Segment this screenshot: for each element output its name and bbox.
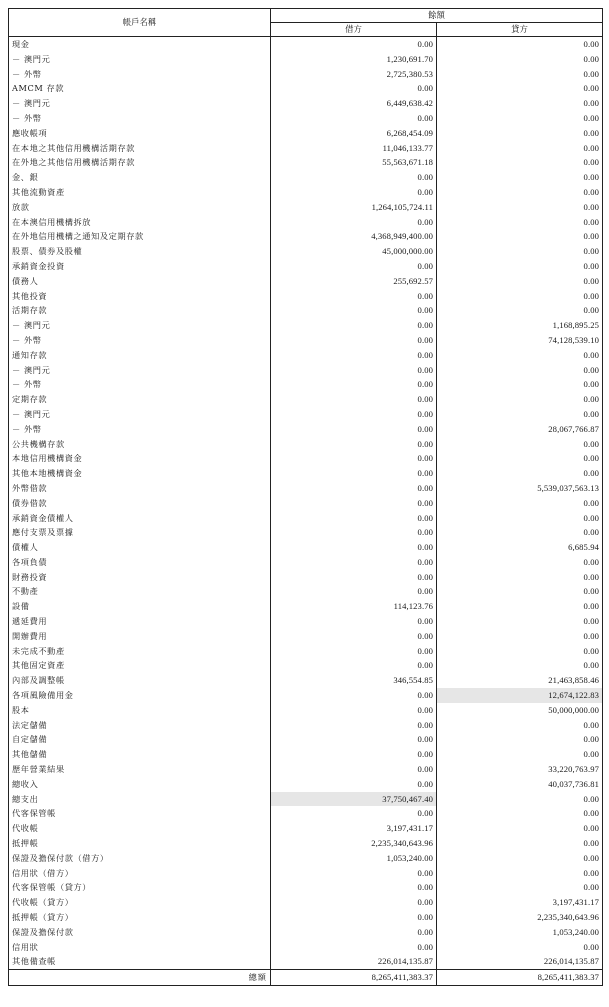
debit-cell: 0.00 — [271, 940, 437, 955]
debit-cell: 0.00 — [271, 303, 437, 318]
table-row — [9, 525, 603, 540]
header-credit: 貸方 — [437, 23, 603, 37]
credit-cell: 0.00 — [437, 658, 603, 673]
account-name-cell: 遞延費用 — [9, 614, 271, 629]
debit-cell: 55,563,671.18 — [271, 155, 437, 170]
table-row — [9, 333, 603, 348]
debit-cell: 0.00 — [271, 496, 437, 511]
debit-cell: 114,123.76 — [271, 599, 437, 614]
debit-cell: 0.00 — [271, 688, 437, 703]
table-row — [9, 599, 603, 614]
table-row — [9, 244, 603, 259]
debit-cell: 0.00 — [271, 540, 437, 555]
table-row — [9, 629, 603, 644]
debit-cell: 0.00 — [271, 718, 437, 733]
debit-cell: 0.00 — [271, 215, 437, 230]
debit-cell: 0.00 — [271, 910, 437, 925]
account-name-cell: － 外幣 — [9, 333, 271, 348]
debit-cell: 1,053,240.00 — [271, 851, 437, 866]
credit-cell: 0.00 — [437, 170, 603, 185]
table-row — [9, 821, 603, 836]
table-row — [9, 81, 603, 96]
credit-cell: 226,014,135.87 — [437, 954, 603, 969]
debit-cell: 0.00 — [271, 422, 437, 437]
credit-cell: 0.00 — [437, 215, 603, 230]
table-row — [9, 762, 603, 777]
account-name-cell: － 外幣 — [9, 377, 271, 392]
credit-cell: 3,197,431.17 — [437, 895, 603, 910]
debit-cell: 0.00 — [271, 525, 437, 540]
credit-cell: 0.00 — [437, 747, 603, 762]
account-name-cell: 債券借款 — [9, 496, 271, 511]
table-row — [9, 703, 603, 718]
account-name-cell: 應付支票及票據 — [9, 525, 271, 540]
account-name-cell: － 外幣 — [9, 422, 271, 437]
account-name-cell: 其他本地機構資金 — [9, 466, 271, 481]
account-name-cell: 放款 — [9, 200, 271, 215]
debit-cell: 346,554.85 — [271, 673, 437, 688]
credit-cell: 0.00 — [437, 244, 603, 259]
credit-cell: 0.00 — [437, 570, 603, 585]
account-name-cell: 定期存款 — [9, 392, 271, 407]
debit-cell: 0.00 — [271, 392, 437, 407]
debit-cell: 1,264,105,724.11 — [271, 200, 437, 215]
table-row — [9, 289, 603, 304]
table-row — [9, 422, 603, 437]
table-row — [9, 141, 603, 156]
debit-cell: 45,000,000.00 — [271, 244, 437, 259]
debit-cell: 0.00 — [271, 880, 437, 895]
account-name-cell: － 澳門元 — [9, 318, 271, 333]
account-name-cell: 法定儲備 — [9, 718, 271, 733]
credit-cell: 0.00 — [437, 37, 603, 52]
table-row — [9, 851, 603, 866]
debit-cell: 0.00 — [271, 111, 437, 126]
table-row — [9, 836, 603, 851]
table-row — [9, 67, 603, 82]
table-row — [9, 481, 603, 496]
credit-cell: 0.00 — [437, 303, 603, 318]
credit-cell: 0.00 — [437, 555, 603, 570]
credit-cell: 0.00 — [437, 81, 603, 96]
credit-cell: 0.00 — [437, 126, 603, 141]
credit-cell: 5,539,037,563.13 — [437, 481, 603, 496]
account-name-cell: － 外幣 — [9, 67, 271, 82]
debit-cell: 0.00 — [271, 437, 437, 452]
debit-cell: 0.00 — [271, 37, 437, 52]
credit-cell: 0.00 — [437, 525, 603, 540]
account-name-cell: 本地信用機構資金 — [9, 451, 271, 466]
table-row — [9, 52, 603, 67]
credit-cell: 0.00 — [437, 141, 603, 156]
account-name-cell: 公共機構存款 — [9, 437, 271, 452]
debit-cell: 0.00 — [271, 348, 437, 363]
table-row — [9, 274, 603, 289]
credit-cell: 0.00 — [437, 67, 603, 82]
table-row — [9, 348, 603, 363]
total-debit: 8,265,411,383.37 — [271, 970, 437, 986]
credit-cell: 0.00 — [437, 511, 603, 526]
table-row — [9, 880, 603, 895]
account-name-cell: 代收帳（貸方） — [9, 895, 271, 910]
table-row — [9, 170, 603, 185]
account-name-cell: － 外幣 — [9, 111, 271, 126]
credit-cell: 6,685.94 — [437, 540, 603, 555]
account-name-cell: 在外地信用機構之通知及定期存款 — [9, 229, 271, 244]
credit-cell: 0.00 — [437, 614, 603, 629]
account-name-cell: 內部及調整帳 — [9, 673, 271, 688]
credit-cell: 0.00 — [437, 836, 603, 851]
account-name-cell: 債權人 — [9, 540, 271, 555]
credit-cell: 50,000,000.00 — [437, 703, 603, 718]
credit-cell: 0.00 — [437, 866, 603, 881]
total-label: 總額 — [9, 970, 271, 986]
credit-cell: 0.00 — [437, 437, 603, 452]
credit-cell: 0.00 — [437, 644, 603, 659]
header-debit: 借方 — [271, 23, 437, 37]
credit-cell: 0.00 — [437, 377, 603, 392]
table-row — [9, 496, 603, 511]
debit-cell: 226,014,135.87 — [271, 954, 437, 969]
account-name-cell: 保證及擔保付款 — [9, 925, 271, 940]
table-row — [9, 792, 603, 807]
credit-cell: 1,168,895.25 — [437, 318, 603, 333]
debit-cell: 0.00 — [271, 584, 437, 599]
debit-cell: 0.00 — [271, 866, 437, 881]
debit-cell: 0.00 — [271, 703, 437, 718]
debit-cell: 0.00 — [271, 333, 437, 348]
debit-cell: 0.00 — [271, 466, 437, 481]
credit-cell: 0.00 — [437, 792, 603, 807]
account-name-cell: 活期存款 — [9, 303, 271, 318]
account-name-cell: 開辦費用 — [9, 629, 271, 644]
credit-cell: 0.00 — [437, 940, 603, 955]
debit-cell: 0.00 — [271, 81, 437, 96]
credit-cell: 0.00 — [437, 407, 603, 422]
table-row — [9, 658, 603, 673]
table-row — [9, 673, 603, 688]
table-row — [9, 185, 603, 200]
table-row — [9, 614, 603, 629]
account-name-cell: 其他儲備 — [9, 747, 271, 762]
table-row — [9, 954, 603, 969]
table-row — [9, 126, 603, 141]
table-row — [9, 96, 603, 111]
table-row — [9, 540, 603, 555]
account-name-cell: 財務投資 — [9, 570, 271, 585]
credit-cell: 0.00 — [437, 96, 603, 111]
table-row — [9, 392, 603, 407]
debit-cell: 11,046,133.77 — [271, 141, 437, 156]
credit-cell: 0.00 — [437, 732, 603, 747]
account-name-cell: 總收入 — [9, 777, 271, 792]
debit-cell: 0.00 — [271, 363, 437, 378]
account-name-cell: 未完成不動產 — [9, 644, 271, 659]
account-name-cell: 抵押帳（貸方） — [9, 910, 271, 925]
account-name-cell: 各項風險備用金 — [9, 688, 271, 703]
table-row — [9, 732, 603, 747]
table-header — [9, 9, 603, 37]
debit-cell: 0.00 — [271, 259, 437, 274]
credit-cell: 0.00 — [437, 52, 603, 67]
table-row — [9, 318, 603, 333]
debit-cell: 0.00 — [271, 925, 437, 940]
debit-cell: 2,725,380.53 — [271, 67, 437, 82]
credit-cell: 0.00 — [437, 584, 603, 599]
credit-cell: 2,235,340,643.96 — [437, 910, 603, 925]
account-name-cell: 通知存款 — [9, 348, 271, 363]
credit-cell: 12,674,122.83 — [437, 688, 603, 703]
table-row — [9, 940, 603, 955]
debit-cell: 0.00 — [271, 732, 437, 747]
account-name-cell: 信用狀 — [9, 940, 271, 955]
debit-cell: 0.00 — [271, 170, 437, 185]
debit-cell: 0.00 — [271, 614, 437, 629]
account-name-cell: 其他固定資產 — [9, 658, 271, 673]
table-row — [9, 155, 603, 170]
table-body — [9, 37, 603, 970]
debit-cell: 6,268,454.09 — [271, 126, 437, 141]
account-name-cell: 承銷資金投資 — [9, 259, 271, 274]
credit-cell: 0.00 — [437, 155, 603, 170]
account-name-cell: 代客保管帳（貸方） — [9, 880, 271, 895]
table-row — [9, 37, 603, 52]
credit-cell: 0.00 — [437, 599, 603, 614]
debit-cell: 0.00 — [271, 895, 437, 910]
credit-cell: 0.00 — [437, 629, 603, 644]
table-row — [9, 688, 603, 703]
credit-cell: 0.00 — [437, 880, 603, 895]
debit-cell: 0.00 — [271, 407, 437, 422]
table-row — [9, 747, 603, 762]
account-name-cell: 股本 — [9, 703, 271, 718]
credit-cell: 0.00 — [437, 392, 603, 407]
table-row — [9, 806, 603, 821]
account-name-cell: 外幣借款 — [9, 481, 271, 496]
account-name-cell: 保證及擔保付款（借方） — [9, 851, 271, 866]
debit-cell: 0.00 — [271, 185, 437, 200]
credit-cell: 0.00 — [437, 496, 603, 511]
debit-cell: 0.00 — [271, 777, 437, 792]
table-row — [9, 466, 603, 481]
account-name-cell: 股票、債券及股權 — [9, 244, 271, 259]
account-name-cell: 應收帳項 — [9, 126, 271, 141]
table-row — [9, 111, 603, 126]
account-name-cell: 其他備查帳 — [9, 954, 271, 969]
debit-cell: 0.00 — [271, 570, 437, 585]
credit-cell: 0.00 — [437, 111, 603, 126]
debit-cell: 0.00 — [271, 481, 437, 496]
account-name-cell: 在本澳信用機構拆放 — [9, 215, 271, 230]
credit-cell: 0.00 — [437, 229, 603, 244]
credit-cell: 0.00 — [437, 200, 603, 215]
credit-cell: 21,463,858.46 — [437, 673, 603, 688]
table-row — [9, 200, 603, 215]
credit-cell: 0.00 — [437, 348, 603, 363]
debit-cell: 6,449,638.42 — [271, 96, 437, 111]
table-row — [9, 555, 603, 570]
table-row — [9, 910, 603, 925]
debit-cell: 0.00 — [271, 451, 437, 466]
debit-cell: 0.00 — [271, 289, 437, 304]
account-name-cell: AMCM 存款 — [9, 81, 271, 96]
account-name-cell: 自定儲備 — [9, 732, 271, 747]
credit-cell: 0.00 — [437, 821, 603, 836]
account-name-cell: 信用狀（借方） — [9, 866, 271, 881]
debit-cell: 0.00 — [271, 629, 437, 644]
table-row — [9, 925, 603, 940]
account-name-cell: 設備 — [9, 599, 271, 614]
header-balance: 餘額 — [271, 9, 603, 23]
account-name-cell: 債務人 — [9, 274, 271, 289]
table-row — [9, 407, 603, 422]
account-name-cell: 在外地之其他信用機構活期存款 — [9, 155, 271, 170]
account-name-cell: 承銷資金債權人 — [9, 511, 271, 526]
credit-cell: 0.00 — [437, 718, 603, 733]
table-row — [9, 584, 603, 599]
table-row — [9, 377, 603, 392]
credit-cell: 0.00 — [437, 185, 603, 200]
credit-cell: 0.00 — [437, 466, 603, 481]
account-name-cell: 不動產 — [9, 584, 271, 599]
account-name-cell: 總支出 — [9, 792, 271, 807]
debit-cell: 2,235,340,643.96 — [271, 836, 437, 851]
table-row — [9, 259, 603, 274]
trial-balance-table — [8, 8, 603, 986]
table-row — [9, 644, 603, 659]
table-row — [9, 363, 603, 378]
account-name-cell: 現金 — [9, 37, 271, 52]
debit-cell: 4,368,949,400.00 — [271, 229, 437, 244]
account-name-cell: － 澳門元 — [9, 96, 271, 111]
table-row — [9, 303, 603, 318]
table-row — [9, 777, 603, 792]
debit-cell: 0.00 — [271, 511, 437, 526]
credit-cell: 0.00 — [437, 451, 603, 466]
total-credit: 8,265,411,383.37 — [437, 970, 603, 986]
credit-cell: 40,037,736.81 — [437, 777, 603, 792]
debit-cell: 1,230,691.70 — [271, 52, 437, 67]
table-row — [9, 895, 603, 910]
account-name-cell: 在本地之其他信用機構活期存款 — [9, 141, 271, 156]
debit-cell: 0.00 — [271, 318, 437, 333]
credit-cell: 0.00 — [437, 259, 603, 274]
account-name-cell: － 澳門元 — [9, 407, 271, 422]
credit-cell: 0.00 — [437, 851, 603, 866]
total-row — [9, 970, 603, 986]
table-row — [9, 215, 603, 230]
account-name-cell: － 澳門元 — [9, 363, 271, 378]
account-name-cell: － 澳門元 — [9, 52, 271, 67]
credit-cell: 0.00 — [437, 274, 603, 289]
debit-cell: 0.00 — [271, 555, 437, 570]
debit-cell: 37,750,467.40 — [271, 792, 437, 807]
credit-cell: 1,053,240.00 — [437, 925, 603, 940]
account-name-cell: 歷年營業結果 — [9, 762, 271, 777]
table-row — [9, 229, 603, 244]
table-row — [9, 437, 603, 452]
credit-cell: 0.00 — [437, 363, 603, 378]
account-name-cell: 其他流動資產 — [9, 185, 271, 200]
table-row — [9, 511, 603, 526]
debit-cell: 0.00 — [271, 377, 437, 392]
debit-cell: 0.00 — [271, 658, 437, 673]
trial-balance-sheet — [8, 8, 602, 986]
account-name-cell: 代收帳 — [9, 821, 271, 836]
account-name-cell: 代客保管帳 — [9, 806, 271, 821]
debit-cell: 255,692.57 — [271, 274, 437, 289]
table-row — [9, 866, 603, 881]
account-name-cell: 各項負債 — [9, 555, 271, 570]
debit-cell: 0.00 — [271, 762, 437, 777]
credit-cell: 0.00 — [437, 289, 603, 304]
account-name-cell: 金、銀 — [9, 170, 271, 185]
debit-cell: 3,197,431.17 — [271, 821, 437, 836]
debit-cell: 0.00 — [271, 747, 437, 762]
credit-cell: 74,128,539.10 — [437, 333, 603, 348]
credit-cell: 0.00 — [437, 806, 603, 821]
debit-cell: 0.00 — [271, 806, 437, 821]
table-row — [9, 451, 603, 466]
debit-cell: 0.00 — [271, 644, 437, 659]
credit-cell: 28,067,766.87 — [437, 422, 603, 437]
header-account-name: 帳戶名稱 — [9, 9, 271, 37]
account-name-cell: 抵押帳 — [9, 836, 271, 851]
credit-cell: 33,220,763.97 — [437, 762, 603, 777]
account-name-cell: 其他投資 — [9, 289, 271, 304]
table-row — [9, 570, 603, 585]
table-row — [9, 718, 603, 733]
